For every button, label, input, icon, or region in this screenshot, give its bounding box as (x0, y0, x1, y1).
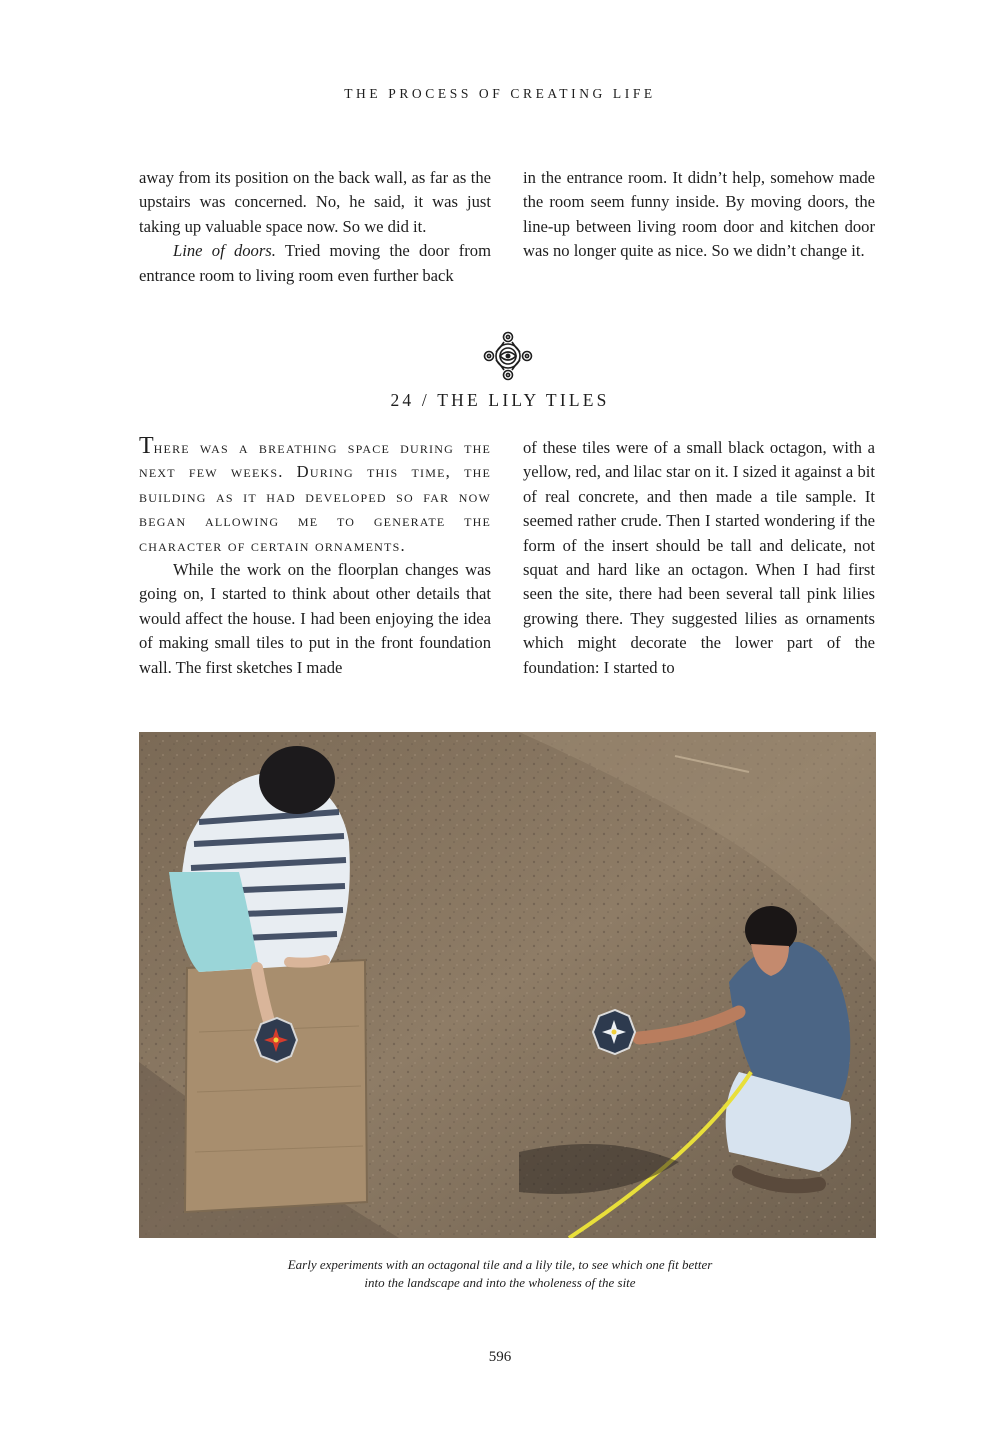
caption-line: Early experiments with an octagonal tile and a lily tile, to see which one fit better (287, 1257, 713, 1272)
paragraph: in the entrance room. It didn’t help, somehow made the room seem funny inside. By moving doors, the line-up between living room door and kitchen door was no longer quite as nice. So we didn’t change it. (523, 168, 875, 261)
section-left-column (139, 433, 491, 680)
top-left-column (139, 166, 491, 288)
paragraph: away from its position on the back wall, as far as the upstairs was concerned. No, he said, it was just taking up valuable space now. So we did it. (139, 168, 491, 236)
paragraph-text: Tried moving the door from entrance room to living room even further back (139, 241, 491, 285)
run-in-heading: Line of doors. (173, 241, 276, 261)
lead-paragraph (139, 433, 491, 558)
section-title: 24 / THE LILY TILES (390, 390, 610, 410)
top-right-column (523, 166, 875, 264)
celtic-knot-ornament-icon (480, 328, 536, 384)
drop-cap: T (139, 433, 154, 459)
lead-text: here was a breathing space during the next few weeks. During this time, the building as it had developed so far now began allowing me to generate the character of certain ornaments. (139, 438, 491, 555)
section-right-column (523, 436, 875, 680)
paragraph: While the work on the floorplan changes was going on, I started to think about other details that would affect the house. I had been enjoying the idea of making small tiles to put in the front foundation wall. The first sketches I made (139, 560, 491, 677)
running-head: THE PROCESS OF CREATING LIFE (344, 86, 656, 101)
paragraph: of these tiles were of a small black octagon, with a yellow, red, and lilac star on it. I sized it against a bit of real concrete, and then made a tile sample. It seemed rather crude. Then I started wondering if the form of the insert should be tall and delicate, not squat and hard like an octagon. When I had first seen the site, there had been several tall pink lilies growing there. They suggested lilies as ornaments which might decorate the lower part of the foundation: I started to (523, 438, 875, 677)
caption-line: into the landscape and into the wholeness of the site (364, 1275, 636, 1290)
figure-caption (0, 1256, 1000, 1292)
page-number: 596 (488, 1349, 512, 1365)
site-photo (139, 732, 876, 1238)
paragraph (139, 239, 491, 288)
